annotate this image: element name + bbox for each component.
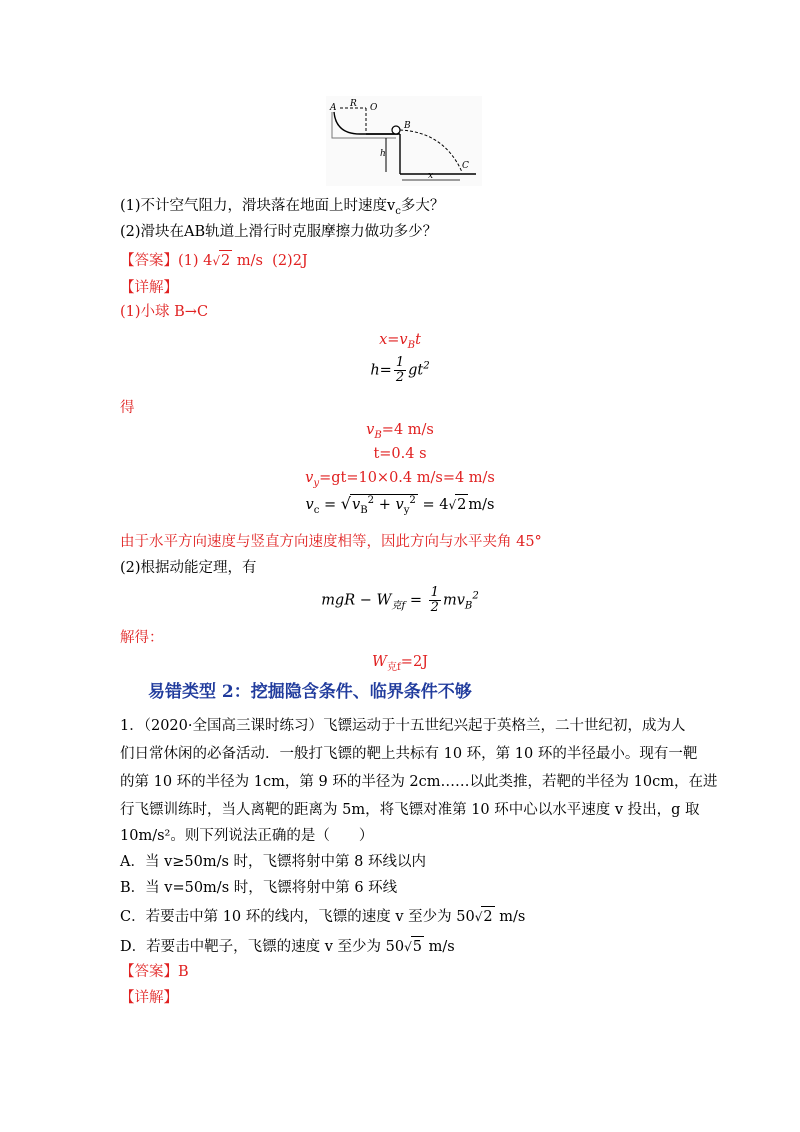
detail-tag: 【详解】 xyxy=(120,280,178,296)
track-diagram xyxy=(326,96,482,186)
option-a: A．当 v≥50m/s 时，飞镖将射中第 8 环线以内 xyxy=(120,854,426,870)
problem-answer: 【答案】B xyxy=(120,964,189,980)
problem-detail-tag: 【详解】 xyxy=(120,990,178,1006)
question-line-2: (2)滑块在AB轨道上滑行时克服摩擦力做功多少？ xyxy=(120,224,438,240)
result-w: $W_{克f}=2J$ xyxy=(372,654,428,673)
label-x: x xyxy=(428,171,434,181)
label-A: A xyxy=(330,103,337,113)
section-heading: 易错类型 2：挖掘隐含条件、临界条件不够 xyxy=(148,682,472,702)
question-line-1: (1)不计空气阻力，滑块落在地面上时速度$v_c$多大？ xyxy=(120,198,445,217)
label-O: O xyxy=(370,103,378,113)
jiede-text: 解得： xyxy=(120,630,164,646)
result-t: t=0.4 s xyxy=(373,446,427,462)
label-R: R xyxy=(350,99,357,109)
step2-title: (2)根据动能定理，有 xyxy=(120,560,257,576)
step1-title: (1)小球 B→C xyxy=(120,304,209,320)
problem-line-1: 1．（2020·全国高三课时练习）飞镖运动于十五世纪兴起于英格兰，二十世纪初，成为人 xyxy=(120,718,686,734)
direction-text: 由于水平方向速度与竖直方向速度相等，因此方向与水平夹角 45° xyxy=(120,534,542,550)
result-vb: $v_B=4$ m/s xyxy=(366,422,434,441)
option-d: D．若要击中靶子，飞镖的速度 v 至少为 50√5 m/s xyxy=(120,936,455,957)
de-word: 得 xyxy=(120,400,135,416)
label-C: C xyxy=(462,161,469,171)
label-h: h xyxy=(380,149,386,159)
result-vy: $v_y=gt=10\times 0.4$ m/s=4 m/s xyxy=(305,470,495,489)
equation-energy: mgR − $W_{克f}$ = $\frac{1}{2}$ $mv_B^2$ xyxy=(321,585,479,615)
result-vc: $v_c = √v_B^2 + v_y^2 = 4√2$ m/s xyxy=(305,494,495,516)
equation-x: $x=v_Bt$ xyxy=(379,332,421,351)
label-B: B xyxy=(404,121,411,131)
answer-line: 【答案】(1) 4√2 m/s (2)2J xyxy=(120,250,308,271)
equation-h: h= $\frac{1}{2}$ $gt^2$ xyxy=(370,355,430,385)
problem-line-5: 10m/s²。则下列说法正确的是（ ） xyxy=(120,828,374,844)
problem-line-4: 行飞镖训练时，当人离靶的距离为 5m，将飞镖对准第 10 环中心以水平速度 v 投出，g 取 xyxy=(120,802,700,818)
problem-line-3: 的第 10 环的半径为 1cm，第 9 环的半径为 2cm……以此类推，若靶的半径为 10cm，在进 xyxy=(120,774,718,790)
option-b: B．当 v=50m/s 时，飞镖将射中第 6 环线 xyxy=(120,880,398,896)
problem-line-2: 们日常休闲的必备活动．一般打飞镖的靶上共标有 10 环，第 10 环的半径最小。现有一靶 xyxy=(120,746,698,762)
option-c: C．若要击中第 10 环的线内，飞镖的速度 v 至少为 50√2 m/s xyxy=(120,906,525,927)
physics-figure xyxy=(326,96,482,186)
